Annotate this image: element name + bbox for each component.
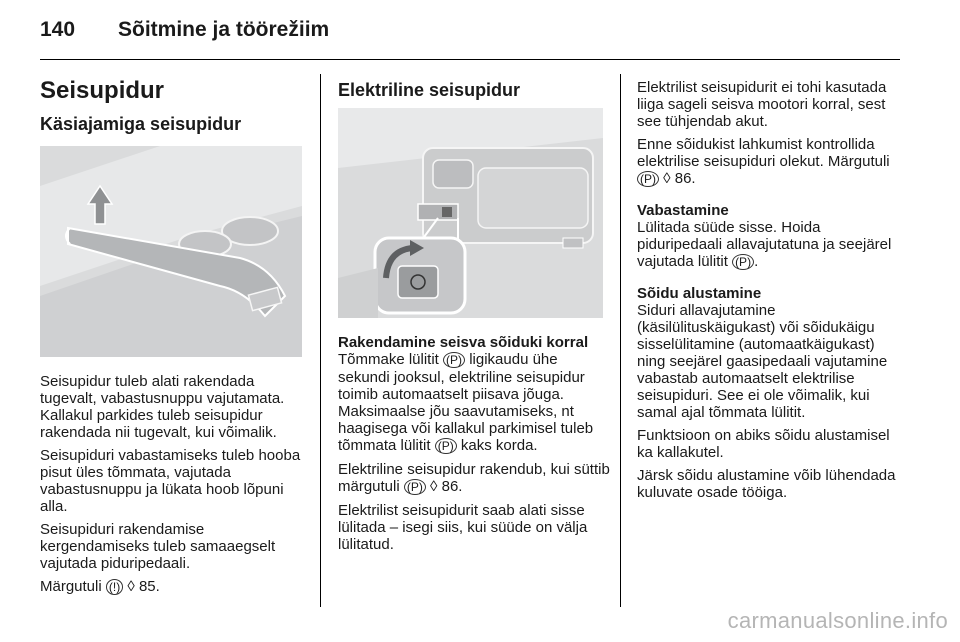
parking-brake-icon: (P): [435, 438, 457, 454]
middle-column-heading: [338, 79, 603, 101]
left-column-heading: [40, 77, 308, 135]
page-reference-86[interactable]: ◊ 86.: [663, 170, 696, 187]
middle-column-body: [338, 334, 610, 559]
electric-brake-svg: [338, 108, 603, 318]
parking-brake-icon: (P): [404, 479, 426, 495]
parking-brake-icon: (P): [732, 254, 754, 270]
heading-drive-away: Sõidu alustamine: [637, 285, 762, 302]
paragraph-engaged: Elektriline seisupidur rakendub, kui süttib märgutuli (P) ◊ 86.: [338, 461, 610, 495]
paragraph-check-status: Enne sõidukist lahkumist kontrollida elektrilise seisupiduri olekut. Märgutuli (P) ◊ 86.: [637, 136, 890, 187]
paragraph-wear: Järsk sõidu alustamine võib lühendada kuluvate osade tööiga.: [637, 467, 896, 501]
paragraph-easier: Seisupiduri rakendamise kergendamiseks tuleb samaaegselt vajutada piduripedaali.: [40, 521, 276, 572]
heading-apply-stationary: Rakendamine seisva sõiduki korral: [338, 334, 589, 351]
left-column-body: [40, 373, 308, 602]
chapter-title: Sõitmine ja töörežiim: [118, 18, 330, 41]
section-title-electric-brake: Elektriline seisupidur: [338, 80, 521, 100]
paragraph-indicator: [40, 578, 308, 596]
page-number: 140: [40, 18, 76, 41]
paragraph-apply: Seisupidur tuleb alati rakendada tugevalt, vabastusnuppu vajutamata. Kallakul parkides tuleb seisupidur rakendada nii tugevalt, kui võimalik.: [40, 373, 285, 441]
paragraph-always-on: Elektrilist seisupidurit saab alati sisse lülitada – isegi siis, kui süüde on välja lülitatud.: [338, 502, 588, 553]
handbrake-illustration: [40, 146, 302, 357]
subtitle-manual-brake: Käsiajamiga seisupidur: [40, 114, 242, 134]
column-divider-left: [320, 74, 321, 607]
paragraph-release: Seisupiduri vabastamiseks tuleb hooba pisut üles tõmmata, vajutada vabastusnuppu ja lükata hoob lõpuni alla.: [40, 447, 301, 515]
column-divider-right: [620, 74, 621, 607]
paragraph-pull-switch: Tõmmake lülitit (P) ligikaudu ühe sekundi jooksul, elektriline seisupidur toimib automaatselt piisava jõuga. Maksimaalse jõu saavutamiseks, nt haagisega või kallakul parkimisel tuleb tõmmata lülitit (P) kaks korda.: [338, 351, 594, 454]
paragraph-release-steps: Lülitada süüde sisse. Hoida piduripedaali allavajutatuna ja seejärel vajutada lülitit (P) .: [637, 219, 892, 270]
site-watermark: carmanualsonline.info: [727, 608, 948, 633]
header-rule: [40, 59, 900, 60]
paragraph-hill-start: Funktsioon on abiks sõidu alustamisel ka kallakutel.: [637, 427, 890, 461]
parking-brake-icon: (P): [443, 352, 465, 368]
electric-brake-illustration: [338, 108, 603, 318]
parking-brake-icon: (P): [637, 171, 659, 187]
paragraph-auto-release: Siduri allavajutamine (käsilülituskäigukast) või sõidukäigu sisselülitamine (automaatkäigukast) ning seejärel gaasipedaali vajutamine vabastab automaatselt elektrilise seisupiduri. See ei ole võimalik, kui samal ajal tõmmata lülitit.: [637, 302, 888, 421]
heading-release: Vabastamine: [637, 202, 729, 219]
page-reference-86[interactable]: ◊ 86.: [430, 478, 463, 495]
brake-warning-icon: (!): [106, 579, 123, 595]
right-column-body: [637, 79, 905, 507]
paragraph-battery-warning: Elektrilist seisupidurit ei tohi kasutada liiga sageli seisva mootori korral, sest see tühjendab akut.: [637, 79, 887, 130]
indicator-label: Märgutuli: [40, 578, 102, 595]
page-reference-85[interactable]: ◊ 85.: [127, 578, 160, 595]
section-title-parking-brake: Seisupidur: [40, 77, 165, 104]
handbrake-svg: [40, 146, 302, 357]
